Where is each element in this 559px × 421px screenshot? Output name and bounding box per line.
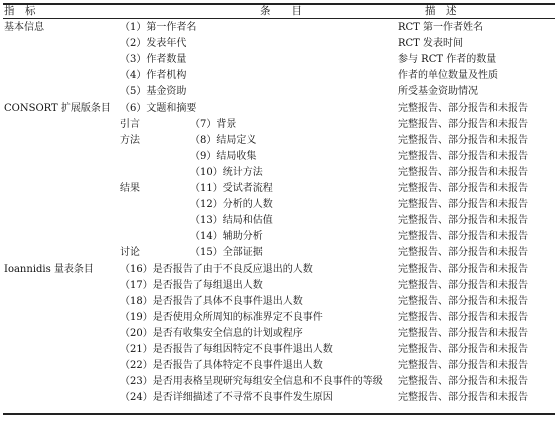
row-description: 完整报告、部分报告和未报告 [398, 279, 528, 291]
row-item: （4）作者机构 [120, 70, 187, 82]
row-item: （1）第一作者名 [120, 22, 197, 33]
table-bottom-rule [3, 413, 555, 415]
row-subsection: 讨论 [120, 247, 140, 259]
row-item: （20）是否有收集安全信息的计划或程序 [120, 327, 303, 339]
row-description: 完整报告、部分报告和未报告 [398, 134, 528, 146]
row-subsection: 结果 [120, 183, 140, 194]
row-item: （7）背景 [190, 118, 237, 130]
row-description: 完整报告、部分报告和未报告 [398, 327, 528, 339]
row-description: 完整报告、部分报告和未报告 [398, 263, 528, 275]
row-item: （19）是否使用众所周知的标准界定不良事件 [120, 311, 323, 323]
row-item: （17）是否报告了每组退出人数 [120, 279, 263, 291]
row-item: （5）基金资助 [120, 86, 187, 98]
row-description: 完整报告、部分报告和未报告 [398, 118, 528, 130]
row-item: （24）是否详细描述了不寻常不良事件发生原因 [120, 392, 333, 404]
row-description: 完整报告、部分报告和未报告 [398, 183, 528, 194]
row-item: （2）发表年代 [120, 38, 187, 50]
row-description: 完整报告、部分报告和未报告 [398, 344, 528, 355]
row-description: 作者的单位数量及性质 [398, 70, 498, 82]
row-description: 完整报告、部分报告和未报告 [398, 102, 528, 114]
row-description: 完整报告、部分报告和未报告 [398, 215, 528, 227]
row-indicator: CONSORT 扩展版条目 [4, 102, 111, 114]
row-item: （22）是否报告了具体特定不良事件退出人数 [120, 360, 323, 372]
row-item: （13）结局和估值 [190, 215, 273, 227]
row-subsection: 引言 [120, 118, 140, 130]
row-description: 完整报告、部分报告和未报告 [398, 231, 528, 243]
row-description: 完整报告、部分报告和未报告 [398, 392, 528, 404]
header-rule [3, 18, 555, 19]
row-item: （21）是否报告了每组因特定不良事件退出人数 [120, 344, 333, 355]
table-row [0, 391, 559, 409]
row-item: （12）分析的人数 [190, 199, 273, 211]
row-description: RCT 第一作者姓名 [398, 22, 484, 33]
row-description: 完整报告、部分报告和未报告 [398, 295, 528, 307]
row-description: 完整报告、部分报告和未报告 [398, 376, 528, 388]
row-item: （15）全部证据 [190, 247, 263, 259]
row-indicator: Ioannidis 量表条目 [4, 263, 94, 275]
row-description: 完整报告、部分报告和未报告 [398, 150, 528, 162]
row-item: （6）文题和摘要 [120, 102, 197, 114]
row-description: 完整报告、部分报告和未报告 [398, 199, 528, 211]
row-description: 完整报告、部分报告和未报告 [398, 247, 528, 259]
row-description: 参与 RCT 作者的数量 [398, 54, 497, 66]
row-description: 完整报告、部分报告和未报告 [398, 166, 528, 178]
row-item: （9）结局收集 [190, 150, 257, 162]
row-item: （11）受试者流程 [190, 183, 273, 194]
row-description: 所受基金资助情况 [398, 86, 478, 98]
row-item: （23）是否用表格呈现研究每组安全信息和不良事件的等级 [120, 376, 383, 388]
row-item: （18）是否报告了具体不良事件退出人数 [120, 295, 303, 307]
row-description: RCT 发表时间 [398, 38, 464, 50]
row-indicator: 基本信息 [4, 22, 44, 33]
row-description: 完整报告、部分报告和未报告 [398, 360, 528, 372]
header-item: 条 目 [260, 5, 302, 17]
row-item: （8）结局定义 [190, 134, 257, 146]
header-description: 描 述 [425, 5, 457, 17]
row-item: （10）统计方法 [190, 166, 263, 178]
row-description: 完整报告、部分报告和未报告 [398, 311, 528, 323]
row-subsection: 方法 [120, 134, 140, 146]
row-item: （14）辅助分析 [190, 231, 263, 243]
row-item: （16）是否报告了由于不良反应退出的人数 [120, 263, 313, 275]
header-indicator: 指 标 [4, 5, 36, 17]
row-item: （3）作者数量 [120, 54, 187, 66]
